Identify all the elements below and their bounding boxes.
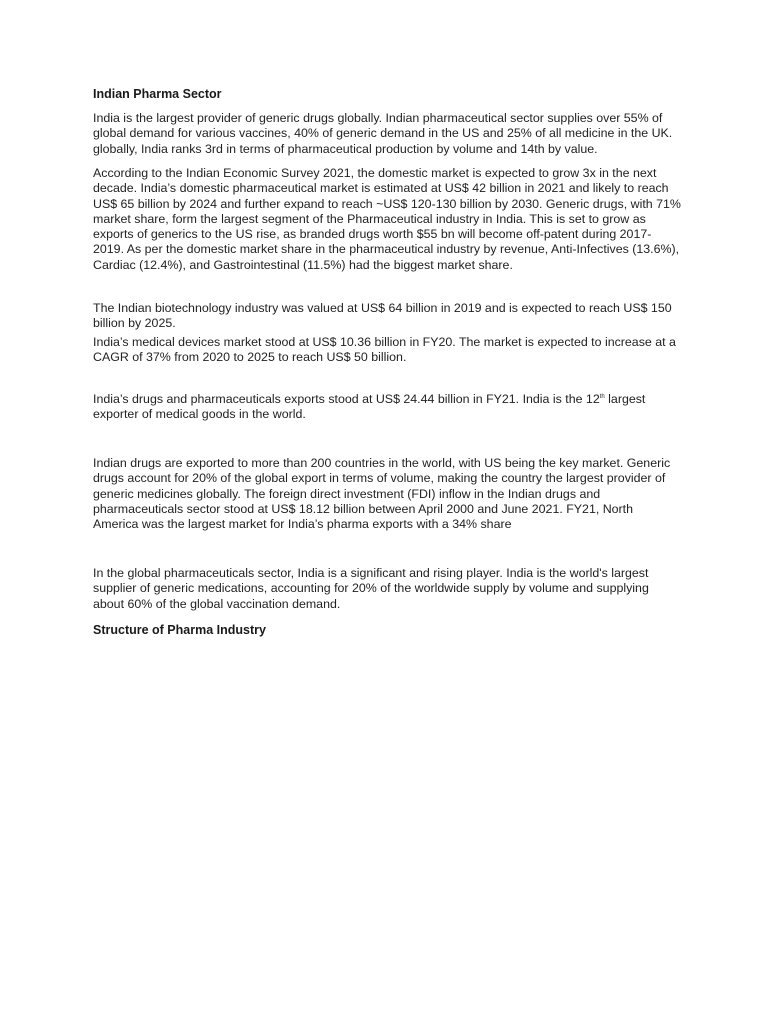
document-title: Indian Pharma Sector	[93, 87, 222, 101]
exports-text-start: India’s drugs and pharmaceuticals exports stood at US$ 24.44 billion in FY21. India is the 12	[93, 392, 600, 406]
paragraph-export-countries: Indian drugs are exported to more than 200 countries in the world, with US being the key market. Generic drugs account for 20% of the global export in terms of volume, making the country the largest provider of generic medicines globally. The foreign direct investment (FDI) inflow in the Indian drugs and pharmaceuticals sector stood at US$ 18.12 billion between April 2000 and June 2021. FY21, North America was the largest market for India’s pharma exports with a 34% share	[93, 456, 671, 532]
paragraph-economic-survey: According to the Indian Economic Survey 2021, the domestic market is expected to grow 3x in the next decade. India’s domestic pharmaceutical market is estimated at US$ 42 billion in 2021 and likely to reach US$ 65 billion by 2024 and further expand to reach ~US$ 120-130 billion by 2030. Generic drugs, with 71% market share, form the largest segment of the Pharmaceutical industry in India. This is set to grow as exports of generics to the US rise, as branded drugs worth $55 bn will become off-patent during 2017-2019. As per the domestic market share in the pharmaceutical industry by revenue, Anti-Infectives (13.6%), Cardiac (12.4%), and Gastrointestinal (11.5%) had the biggest market share.	[93, 166, 681, 272]
paragraph-generic-drugs: India is the largest provider of generic drugs globally. Indian pharmaceutical sector supplies over 55% of global demand for various vaccines, 40% of generic demand in the US and 25% of all medicine in the UK. globally, India ranks 3rd in terms of pharmaceutical production by volume and 14th by value.	[93, 111, 673, 156]
paragraph-exports	[93, 392, 681, 423]
section-subheading: Structure of Pharma Industry	[93, 623, 266, 637]
exports-text-end: largest exporter of medical goods in the world.	[93, 392, 646, 422]
paragraph-medical-devices: India’s medical devices market stood at US$ 10.36 billion in FY20. The market is expected to increase at a CAGR of 37% from 2020 to 2025 to reach US$ 50 billion.	[93, 335, 676, 365]
ordinal-suffix: th	[599, 393, 605, 400]
paragraph-global-sector: In the global pharmaceuticals sector, India is a significant and rising player. India is the world's largest supplier of generic medications, accounting for 20% of the worldwide supply by volume and supplying about 60% of the global vaccination demand.	[93, 566, 649, 611]
paragraph-biotechnology: The Indian biotechnology industry was valued at US$ 64 billion in 2019 and is expected to reach US$ 150 billion by 2025.	[93, 301, 672, 331]
